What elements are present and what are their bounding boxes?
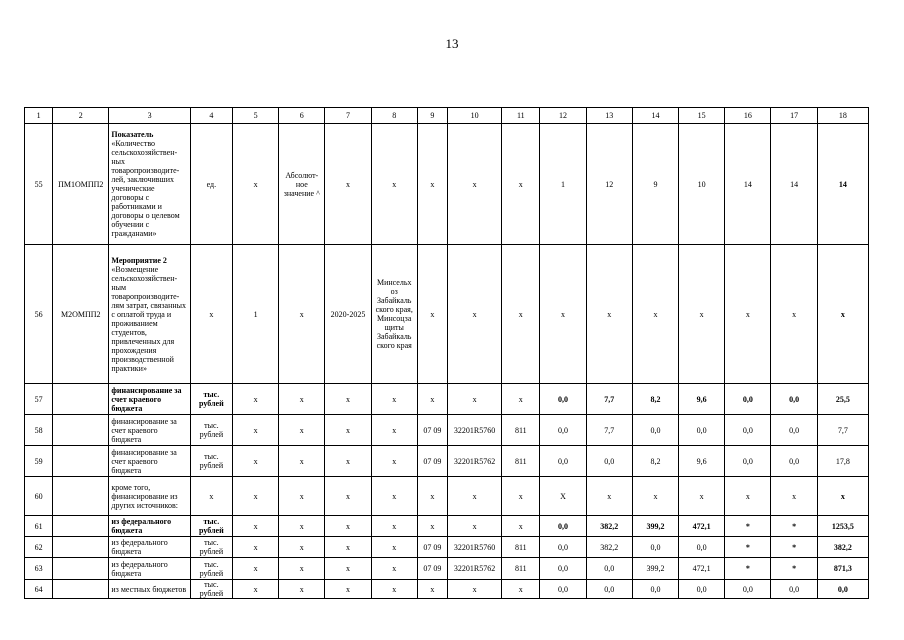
cell-16: * xyxy=(725,516,771,537)
cell-unit: тыс. рублей xyxy=(190,446,232,477)
cell-9: x xyxy=(417,245,447,384)
row-description: из федерального бюджета xyxy=(109,516,190,537)
cell-7: x xyxy=(325,384,371,415)
cell-14: 0,0 xyxy=(632,415,678,446)
cell-unit: тыс. рублей xyxy=(190,516,232,537)
cell-9: 07 09 xyxy=(417,446,447,477)
col-header: 15 xyxy=(679,108,725,124)
cell-9: x xyxy=(417,384,447,415)
cell-unit: x xyxy=(190,245,232,384)
cell-5: x xyxy=(232,384,278,415)
col-header: 9 xyxy=(417,108,447,124)
cell-5: x xyxy=(232,558,278,580)
cell-14: 0,0 xyxy=(632,537,678,558)
row-description: финансирование за счет краевого бюджета xyxy=(109,415,190,446)
cell-5: x xyxy=(232,446,278,477)
cell-15: 10 xyxy=(679,124,725,245)
cell-10: 32201R5762 xyxy=(447,446,501,477)
cell-10: 32201R5760 xyxy=(447,537,501,558)
col-header: 17 xyxy=(771,108,817,124)
table-row xyxy=(25,580,869,599)
row-code xyxy=(53,558,109,580)
cell-18: 382,2 xyxy=(817,537,868,558)
cell-17: 14 xyxy=(771,124,817,245)
cell-5: x xyxy=(232,124,278,245)
table-row xyxy=(25,537,869,558)
cell-8: x xyxy=(371,384,417,415)
row-number: 60 xyxy=(25,477,53,516)
cell-14: x xyxy=(632,477,678,516)
cell-9: x xyxy=(417,477,447,516)
row-code xyxy=(53,516,109,537)
table-row xyxy=(25,415,869,446)
cell-10: x xyxy=(447,477,501,516)
cell-6: x xyxy=(279,580,325,599)
cell-15: 0,0 xyxy=(679,537,725,558)
cell-8: x xyxy=(371,124,417,245)
col-header: 10 xyxy=(447,108,501,124)
cell-10: x xyxy=(447,384,501,415)
cell-17: 0,0 xyxy=(771,384,817,415)
table-row xyxy=(25,516,869,537)
cell-11: x xyxy=(502,580,540,599)
cell-12: 0,0 xyxy=(540,558,586,580)
cell-14: 399,2 xyxy=(632,558,678,580)
cell-5: 1 xyxy=(232,245,278,384)
cell-10: 32201R5762 xyxy=(447,558,501,580)
col-header: 2 xyxy=(53,108,109,124)
cell-16: 0,0 xyxy=(725,580,771,599)
row-number: 55 xyxy=(25,124,53,245)
cell-12: 0,0 xyxy=(540,580,586,599)
cell-11: x xyxy=(502,245,540,384)
cell-12: 1 xyxy=(540,124,586,245)
cell-16: x xyxy=(725,245,771,384)
cell-6: x xyxy=(279,384,325,415)
row-code xyxy=(53,446,109,477)
row-description-title: Показатель xyxy=(111,130,154,139)
cell-12: x xyxy=(540,245,586,384)
cell-8: x xyxy=(371,415,417,446)
cell-13: x xyxy=(586,477,632,516)
cell-8: x xyxy=(371,558,417,580)
cell-13: 0,0 xyxy=(586,446,632,477)
cell-18: 1253,5 xyxy=(817,516,868,537)
cell-16: 0,0 xyxy=(725,415,771,446)
row-code: М2ОМПП2 xyxy=(53,245,109,384)
row-code xyxy=(53,477,109,516)
cell-5: x xyxy=(232,415,278,446)
cell-17: * xyxy=(771,537,817,558)
cell-13: 7,7 xyxy=(586,384,632,415)
table-row xyxy=(25,245,869,384)
cell-16: * xyxy=(725,558,771,580)
cell-15: 472,1 xyxy=(679,516,725,537)
cell-7: x xyxy=(325,580,371,599)
col-header: 18 xyxy=(817,108,868,124)
cell-6: x xyxy=(279,446,325,477)
row-description: финансирование за счет краевого бюджета xyxy=(109,384,190,415)
cell-14: 399,2 xyxy=(632,516,678,537)
col-header: 14 xyxy=(632,108,678,124)
row-description: финансирование за счет краевого бюджета xyxy=(109,446,190,477)
cell-11: 811 xyxy=(502,446,540,477)
cell-11: 811 xyxy=(502,558,540,580)
row-number: 63 xyxy=(25,558,53,580)
cell-unit: тыс. рублей xyxy=(190,415,232,446)
cell-unit: x xyxy=(190,477,232,516)
cell-18: x xyxy=(817,245,868,384)
cell-9: 07 09 xyxy=(417,415,447,446)
cell-8: Минсельх оз Забайкаль ского края, Минсоцза щиты Забайкаль ского края xyxy=(371,245,417,384)
cell-5: x xyxy=(232,477,278,516)
cell-13: 0,0 xyxy=(586,580,632,599)
cell-10: x xyxy=(447,124,501,245)
row-description: из местных бюджетов xyxy=(109,580,190,599)
cell-17: x xyxy=(771,245,817,384)
cell-12: X xyxy=(540,477,586,516)
cell-7: x xyxy=(325,415,371,446)
col-header: 3 xyxy=(109,108,190,124)
cell-11: x xyxy=(502,516,540,537)
col-header: 12 xyxy=(540,108,586,124)
cell-18: 871,3 xyxy=(817,558,868,580)
cell-18: x xyxy=(817,477,868,516)
col-header: 16 xyxy=(725,108,771,124)
cell-11: x xyxy=(502,384,540,415)
table-row xyxy=(25,446,869,477)
cell-17: 0,0 xyxy=(771,580,817,599)
row-code xyxy=(53,384,109,415)
cell-11: x xyxy=(502,477,540,516)
cell-9: 07 09 xyxy=(417,558,447,580)
cell-14: 0,0 xyxy=(632,580,678,599)
row-number: 58 xyxy=(25,415,53,446)
cell-18: 25,5 xyxy=(817,384,868,415)
cell-7: x xyxy=(325,516,371,537)
cell-8: x xyxy=(371,537,417,558)
row-description-title: Мероприятие 2 xyxy=(111,255,167,265)
table-row xyxy=(25,124,869,245)
row-number: 56 xyxy=(25,245,53,384)
row-description: кроме того, финансирование из других источников: xyxy=(109,477,190,516)
cell-16: 0,0 xyxy=(725,446,771,477)
row-number: 59 xyxy=(25,446,53,477)
cell-unit: тыс. рублей xyxy=(190,537,232,558)
cell-10: x xyxy=(447,516,501,537)
col-header: 13 xyxy=(586,108,632,124)
cell-14: 8,2 xyxy=(632,384,678,415)
cell-6: x xyxy=(279,516,325,537)
cell-13: 382,2 xyxy=(586,537,632,558)
cell-13: 382,2 xyxy=(586,516,632,537)
cell-6: x xyxy=(279,245,325,384)
row-number: 64 xyxy=(25,580,53,599)
cell-12: 0,0 xyxy=(540,446,586,477)
cell-18: 14 xyxy=(817,124,868,245)
cell-15: 0,0 xyxy=(679,415,725,446)
table-row xyxy=(25,384,869,415)
row-description xyxy=(109,124,190,245)
cell-16: * xyxy=(725,537,771,558)
cell-15: 472,1 xyxy=(679,558,725,580)
cell-18: 7,7 xyxy=(817,415,868,446)
cell-11: x xyxy=(502,124,540,245)
col-header: 11 xyxy=(502,108,540,124)
cell-15: 0,0 xyxy=(679,580,725,599)
col-header: 7 xyxy=(325,108,371,124)
cell-12: 0,0 xyxy=(540,516,586,537)
column-number-row xyxy=(25,108,869,124)
row-description: из федерального бюджета xyxy=(109,537,190,558)
cell-9: x xyxy=(417,124,447,245)
page-number: 13 xyxy=(445,36,459,51)
cell-8: x xyxy=(371,516,417,537)
cell-17: x xyxy=(771,477,817,516)
cell-16: 0,0 xyxy=(725,384,771,415)
cell-15: x xyxy=(679,477,725,516)
cell-9: 07 09 xyxy=(417,537,447,558)
cell-10: x xyxy=(447,580,501,599)
col-header: 4 xyxy=(190,108,232,124)
row-description-text: «Возмещение сельскохозяйствен-ным товаропроизводите-лям затрат, связанных с оплатой труда и проживанием студентов, привлеченных для прохождения производственной практики» xyxy=(111,264,187,373)
table-row xyxy=(25,558,869,580)
table-row xyxy=(25,477,869,516)
cell-12: 0,0 xyxy=(540,537,586,558)
cell-17: * xyxy=(771,558,817,580)
cell-17: * xyxy=(771,516,817,537)
cell-13: 12 xyxy=(586,124,632,245)
cell-6: x xyxy=(279,537,325,558)
row-code xyxy=(53,415,109,446)
cell-13: x xyxy=(586,245,632,384)
cell-17: 0,0 xyxy=(771,446,817,477)
cell-8: x xyxy=(371,477,417,516)
cell-13: 7,7 xyxy=(586,415,632,446)
col-header: 6 xyxy=(279,108,325,124)
cell-7: x xyxy=(325,446,371,477)
cell-11: 811 xyxy=(502,537,540,558)
cell-6: Абсолют-ное значение ^ xyxy=(279,124,325,245)
cell-7: 2020-2025 xyxy=(325,245,371,384)
cell-8: x xyxy=(371,446,417,477)
cell-6: x xyxy=(279,558,325,580)
cell-unit: тыс. рублей xyxy=(190,384,232,415)
cell-18: 17,8 xyxy=(817,446,868,477)
cell-10: 32201R5760 xyxy=(447,415,501,446)
cell-6: x xyxy=(279,415,325,446)
row-number: 57 xyxy=(25,384,53,415)
row-number: 61 xyxy=(25,516,53,537)
cell-9: x xyxy=(417,516,447,537)
row-code xyxy=(53,537,109,558)
cell-16: x xyxy=(725,477,771,516)
cell-13: 0,0 xyxy=(586,558,632,580)
cell-11: 811 xyxy=(502,415,540,446)
data-table xyxy=(24,107,869,599)
cell-12: 0,0 xyxy=(540,384,586,415)
cell-unit: тыс. рублей xyxy=(190,580,232,599)
cell-7: x xyxy=(325,537,371,558)
cell-6: x xyxy=(279,477,325,516)
cell-12: 0,0 xyxy=(540,415,586,446)
col-header: 5 xyxy=(232,108,278,124)
row-description xyxy=(109,245,190,384)
row-description-text: «Количество сельскохозяйствен-ных товаропроизводите-лей, заключивших ученические договоры с работниками и договоры о целевом обучении с гражданами» xyxy=(111,139,180,238)
col-header: 8 xyxy=(371,108,417,124)
cell-14: x xyxy=(632,245,678,384)
row-code xyxy=(53,580,109,599)
row-description: из федерального бюджета xyxy=(109,558,190,580)
cell-10: x xyxy=(447,245,501,384)
cell-7: x xyxy=(325,477,371,516)
cell-7: x xyxy=(325,558,371,580)
cell-15: 9,6 xyxy=(679,384,725,415)
cell-5: x xyxy=(232,537,278,558)
col-header: 1 xyxy=(25,108,53,124)
cell-14: 8,2 xyxy=(632,446,678,477)
cell-5: x xyxy=(232,516,278,537)
cell-18: 0,0 xyxy=(817,580,868,599)
cell-5: x xyxy=(232,580,278,599)
cell-8: x xyxy=(371,580,417,599)
cell-unit: ед. xyxy=(190,124,232,245)
cell-14: 9 xyxy=(632,124,678,245)
cell-unit: тыс. рублей xyxy=(190,558,232,580)
cell-16: 14 xyxy=(725,124,771,245)
cell-7: x xyxy=(325,124,371,245)
row-code: ПМ1ОМПП2 xyxy=(53,124,109,245)
row-number: 62 xyxy=(25,537,53,558)
cell-15: x xyxy=(679,245,725,384)
cell-9: x xyxy=(417,580,447,599)
cell-15: 9,6 xyxy=(679,446,725,477)
cell-17: 0,0 xyxy=(771,415,817,446)
